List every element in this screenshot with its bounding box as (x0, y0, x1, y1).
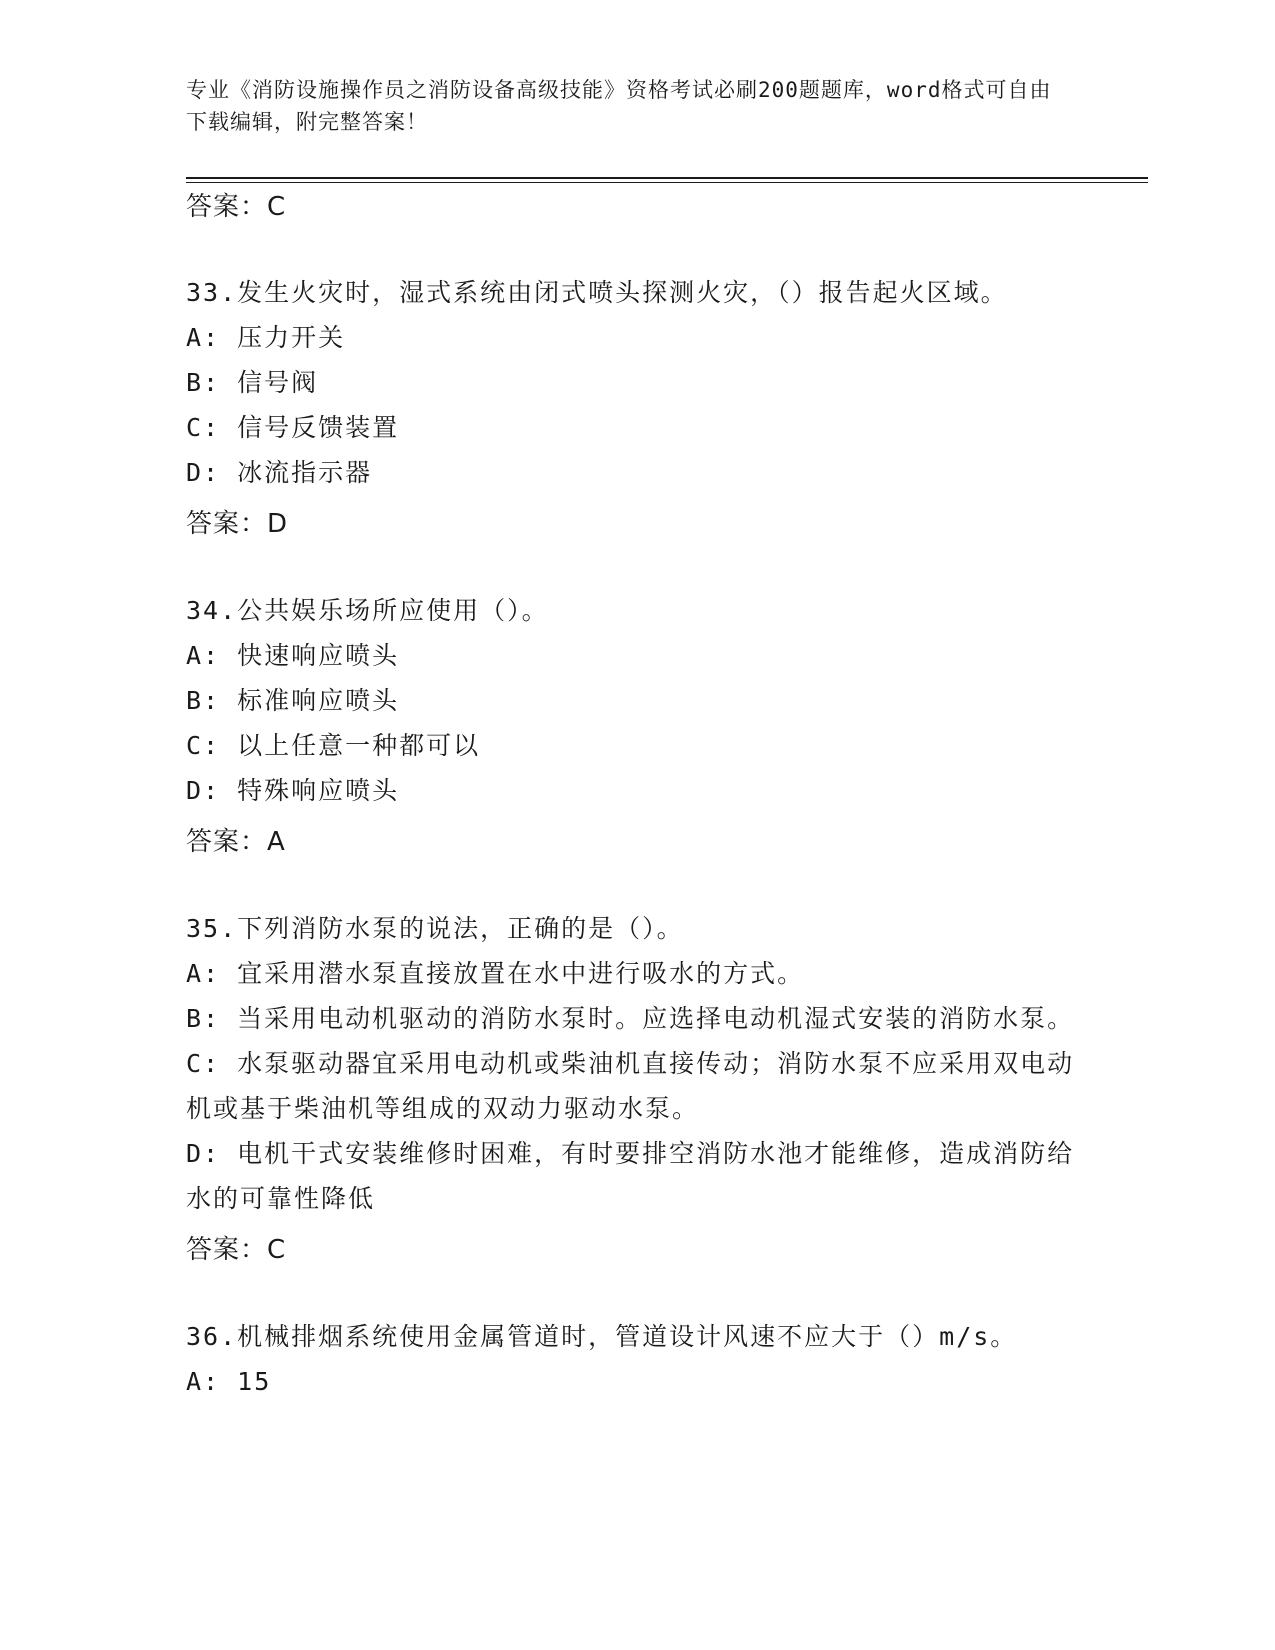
question-block (186, 270, 1086, 546)
header-divider-thin (186, 182, 1148, 183)
option-d: D: 电机干式安装维修时困难，有时要排空消防水池才能维修，造成消防给水的可靠性降低 (186, 1139, 1075, 1213)
question-block (186, 588, 1086, 864)
previous-answer: 答案：C (186, 192, 287, 222)
option-a: A: 快速响应喷头 (186, 641, 400, 670)
option-d: D: 冰流指示器 (186, 458, 373, 487)
question-block (186, 906, 1086, 1272)
option-a: A: 宜采用潜水泵直接放置在水中进行吸水的方式。 (186, 959, 805, 988)
question-answer: 答案：C (186, 1235, 287, 1265)
option-c: C: 信号反馈装置 (186, 413, 400, 442)
option-b: B: 信号阀 (186, 368, 319, 397)
question-stem: 34.公共娱乐场所应使用（）。 (186, 596, 549, 625)
question-answer: 答案：A (186, 827, 286, 857)
option-b: B: 标准响应喷头 (186, 686, 400, 715)
option-d: D: 特殊响应喷头 (186, 776, 400, 805)
document-body (186, 186, 1086, 1404)
question-stem: 33.发生火灾时，湿式系统由闭式喷头探测火灾，（）报告起火区域。 (186, 278, 1008, 307)
option-a: A: 15 (186, 1367, 272, 1396)
document-header: 专业《消防设施操作员之消防设备高级技能》资格考试必刷200题题库，word格式可自由下载编辑，附完整答案！ (186, 78, 1052, 134)
option-c: C: 以上任意一种都可以 (186, 731, 481, 760)
option-b: B: 当采用电动机驱动的消防水泵时。应选择电动机湿式安装的消防水泵。 (186, 1004, 1075, 1033)
header-divider (186, 177, 1148, 179)
question-stem: 36.机械排烟系统使用金属管道时，管道设计风速不应大于（）m/s。 (186, 1322, 1018, 1351)
question-answer: 答案：D (186, 509, 289, 539)
question-block (186, 1314, 1086, 1404)
option-a: A: 压力开关 (186, 323, 346, 352)
question-stem: 35.下列消防水泵的说法，正确的是（）。 (186, 914, 684, 943)
option-c: C: 水泵驱动器宜采用电动机或柴油机直接传动；消防水泵不应采用双电动机或基于柴油机等组成的双动力驱动水泵。 (186, 1049, 1075, 1123)
